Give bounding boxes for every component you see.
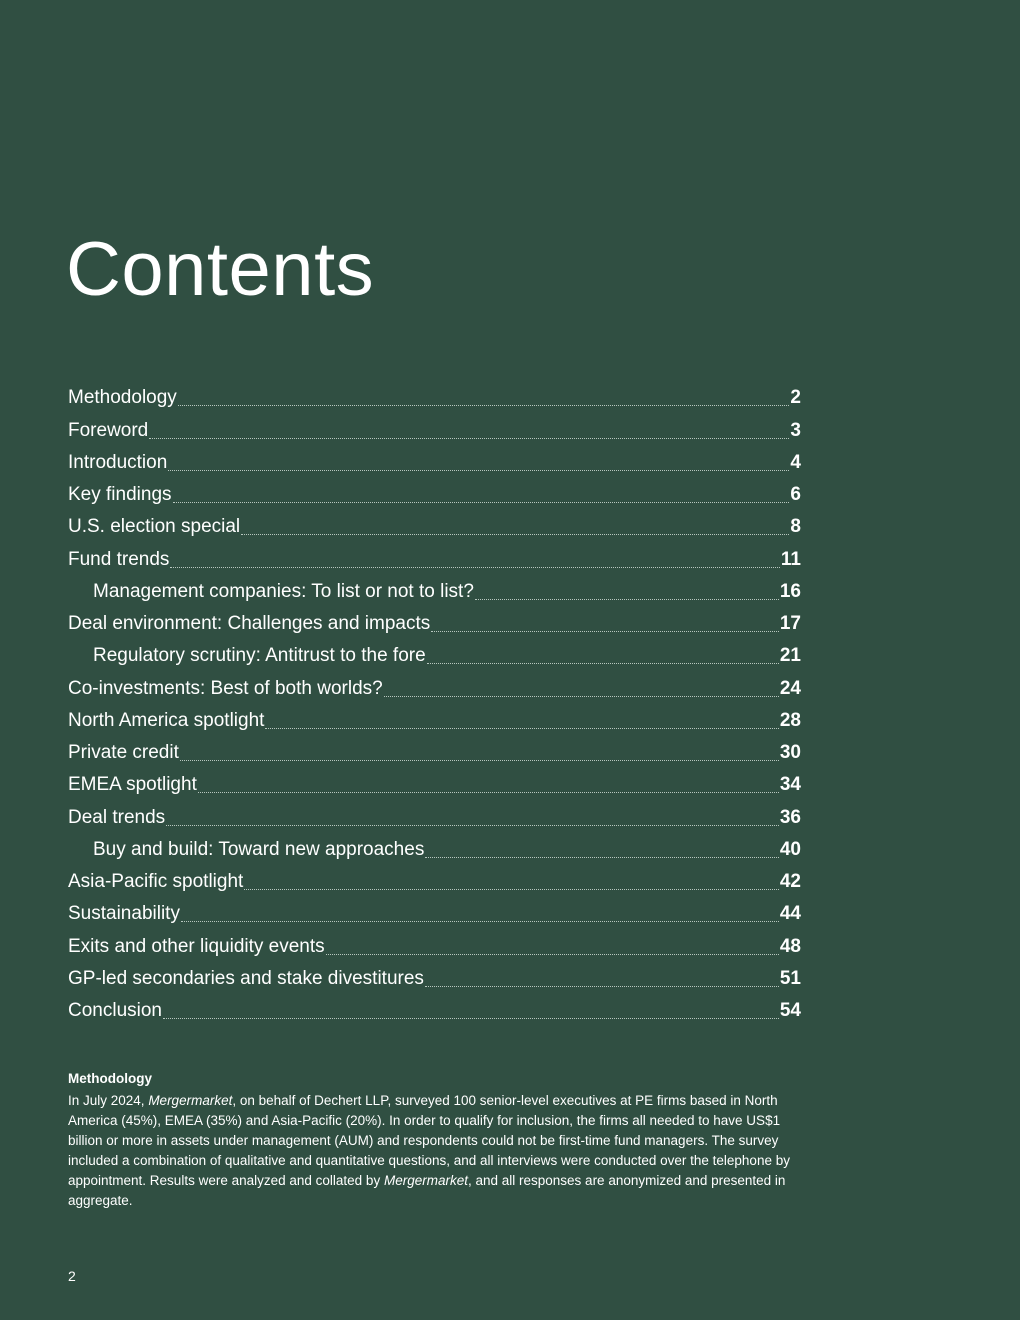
page-number: 2 bbox=[68, 1268, 76, 1284]
toc-entry-page-number[interactable]: 3 bbox=[790, 419, 801, 441]
toc-entry-page-number[interactable]: 36 bbox=[779, 806, 801, 828]
toc-entry-page-number[interactable]: 24 bbox=[779, 677, 801, 699]
toc-entry-label[interactable]: U.S. election special bbox=[68, 516, 241, 538]
toc-entry[interactable] bbox=[68, 636, 801, 668]
toc-dotted-leader bbox=[178, 404, 790, 406]
methodology-emphasis: Mergermarket bbox=[383, 1172, 468, 1188]
toc-entry-label[interactable]: Co-investments: Best of both worlds? bbox=[68, 677, 383, 699]
toc-entry-label[interactable]: Foreword bbox=[68, 419, 149, 441]
toc-entry-label[interactable]: Conclusion bbox=[68, 1000, 162, 1021]
toc-entry-page-number[interactable]: 48 bbox=[779, 935, 801, 957]
toc-dotted-leader bbox=[180, 759, 779, 761]
toc-entry-page-number[interactable]: 34 bbox=[779, 774, 801, 796]
toc-entry[interactable] bbox=[68, 539, 801, 571]
toc-dotted-leader bbox=[163, 1017, 779, 1019]
methodology-note bbox=[68, 1070, 803, 1211]
toc-entry-page-number[interactable]: 2 bbox=[790, 387, 801, 409]
toc-dotted-leader bbox=[431, 630, 779, 632]
toc-entry-page-number[interactable]: 30 bbox=[779, 742, 801, 763]
toc-entry-label[interactable]: GP-led secondaries and stake divestitures bbox=[68, 967, 424, 989]
toc-entry-page-number[interactable]: 42 bbox=[779, 871, 801, 892]
toc-entry-page-number[interactable]: 51 bbox=[779, 967, 801, 989]
toc-entry-page-number[interactable]: 21 bbox=[779, 645, 801, 667]
toc-entry-label[interactable]: Introduction bbox=[68, 451, 168, 473]
toc-entry[interactable] bbox=[68, 894, 801, 926]
toc-entry-page-number[interactable]: 4 bbox=[790, 451, 801, 473]
toc-entry[interactable] bbox=[68, 410, 801, 442]
toc-entry[interactable] bbox=[68, 604, 801, 636]
toc-entry-label[interactable]: Private credit bbox=[68, 742, 179, 763]
toc-entry-page-number[interactable]: 40 bbox=[779, 838, 801, 860]
toc-entry-page-number[interactable]: 11 bbox=[780, 548, 801, 570]
toc-entry[interactable] bbox=[68, 765, 801, 797]
toc-entry[interactable] bbox=[68, 507, 801, 539]
toc-entry-label[interactable]: Deal trends bbox=[68, 806, 166, 828]
methodology-heading: Methodology bbox=[68, 1071, 152, 1086]
toc-entry-page-number[interactable]: 6 bbox=[790, 484, 801, 505]
page-title: Contents bbox=[66, 227, 375, 312]
toc-dotted-leader bbox=[326, 953, 779, 955]
toc-entry-page-number[interactable]: 8 bbox=[790, 516, 801, 538]
toc-entry-label[interactable]: North America spotlight bbox=[68, 709, 265, 731]
toc-entry-page-number[interactable]: 54 bbox=[779, 1000, 801, 1021]
toc-entry-label[interactable]: Exits and other liquidity events bbox=[68, 935, 325, 957]
toc-dotted-leader bbox=[149, 437, 789, 439]
toc-entry-label[interactable]: Buy and build: Toward new approaches bbox=[93, 838, 425, 860]
toc-dotted-leader bbox=[384, 695, 779, 697]
toc-dotted-leader bbox=[425, 985, 779, 987]
toc-entry[interactable] bbox=[68, 475, 801, 507]
toc-entry[interactable] bbox=[68, 830, 801, 862]
toc-entry[interactable] bbox=[68, 733, 801, 765]
methodology-emphasis: Mergermarket bbox=[148, 1092, 233, 1108]
toc-entry-page-number[interactable]: 16 bbox=[779, 580, 801, 602]
toc-entry[interactable] bbox=[68, 572, 801, 604]
toc-entry-label[interactable]: EMEA spotlight bbox=[68, 774, 197, 796]
toc-dotted-leader bbox=[244, 888, 779, 890]
methodology-segment: , and all responses are anonymized and presented in aggregate. bbox=[68, 1172, 786, 1208]
toc-dotted-leader bbox=[173, 501, 790, 503]
toc-entry-label[interactable]: Key findings bbox=[68, 484, 172, 505]
toc-entry-label[interactable]: Regulatory scrutiny: Antitrust to the fore bbox=[93, 645, 426, 667]
toc-dotted-leader bbox=[181, 920, 779, 922]
toc-entry-label[interactable]: Management companies: To list or not to list? bbox=[93, 580, 474, 602]
toc-entry[interactable] bbox=[68, 991, 801, 1023]
toc-entry-label[interactable]: Deal environment: Challenges and impacts bbox=[68, 613, 431, 634]
toc-entry-label[interactable]: Fund trends bbox=[68, 548, 170, 570]
toc-dotted-leader bbox=[166, 824, 779, 826]
toc-dotted-leader bbox=[170, 566, 780, 568]
toc-entry-page-number[interactable]: 28 bbox=[779, 709, 801, 731]
methodology-segment: , on behalf of Dechert LLP, surveyed 100 senior-level executives at PE firms based in North America (45%), EMEA (35%) and Asia-Pacific (20%). In order to qualify for inclusion, the firms all needed to have US$1 billion or more in assets under management (AUM) and respondents could not be first-time fund managers. The survey included a combination of qualitative and quantitative questions, and all interviews were conducted over the telephone by appointment. Results were analyzed and collated by bbox=[68, 1092, 790, 1188]
table-of-contents bbox=[68, 378, 801, 1023]
toc-dotted-leader bbox=[427, 662, 779, 664]
toc-entry[interactable] bbox=[68, 926, 801, 958]
toc-dotted-leader bbox=[241, 533, 789, 535]
toc-entry[interactable] bbox=[68, 668, 801, 700]
methodology-segment: In July 2024, bbox=[68, 1092, 149, 1108]
toc-dotted-leader bbox=[425, 856, 779, 858]
toc-entry-page-number[interactable]: 44 bbox=[779, 903, 801, 925]
toc-dotted-leader bbox=[265, 727, 778, 729]
toc-entry[interactable] bbox=[68, 797, 801, 829]
toc-entry[interactable] bbox=[68, 959, 801, 991]
toc-entry[interactable] bbox=[68, 701, 801, 733]
toc-entry[interactable] bbox=[68, 443, 801, 475]
toc-entry-label[interactable]: Asia-Pacific spotlight bbox=[68, 871, 244, 892]
toc-dotted-leader bbox=[168, 469, 789, 471]
toc-entry-label[interactable]: Sustainability bbox=[68, 903, 180, 925]
methodology-text bbox=[68, 1091, 803, 1211]
toc-dotted-leader bbox=[475, 598, 779, 600]
toc-dotted-leader bbox=[198, 791, 779, 793]
toc-entry-label[interactable]: Methodology bbox=[68, 387, 177, 409]
toc-entry[interactable] bbox=[68, 862, 801, 894]
toc-entry-page-number[interactable]: 17 bbox=[779, 613, 801, 634]
toc-entry[interactable] bbox=[68, 378, 801, 410]
